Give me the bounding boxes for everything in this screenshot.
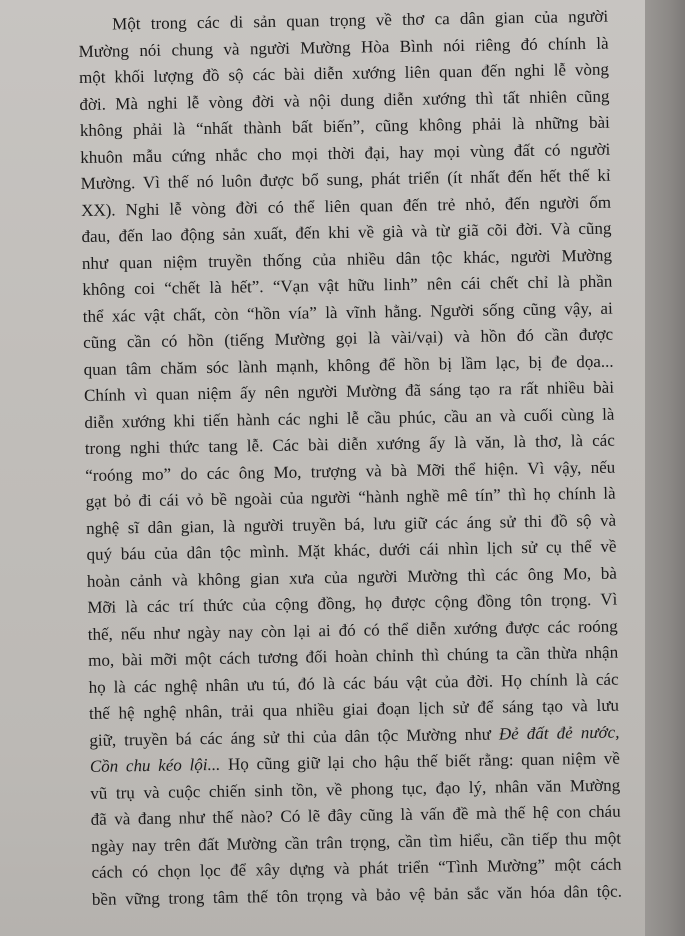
text-segment: đời. Mà nghi lễ vòng đời và nội dung diễn xướng thì tất nhiên cũng	[79, 86, 610, 114]
text-segment: họ là các nghệ nhân ưu tú, đó là các báu vật của đời. Họ chính là các	[88, 669, 619, 697]
text-segment: nghệ sĩ dân gian, là người truyền bá, lưu giữ các áng sử thi đồ sộ và	[85, 510, 617, 538]
text-segment: Họ cũng giữ lại cho hậu thế biết rằng: quan niệm về	[220, 748, 620, 774]
text-segment: không phải là “nhất thành bất biến”, cũng không phải là những bài	[79, 112, 610, 140]
text-segment: gạt bỏ đi cái vỏ bề ngoài của người “hành nghề mê tín” thì họ chính là	[85, 483, 616, 511]
text-segment: Một trong các di sản quan trọng về thơ ca dân gian của người	[112, 6, 609, 34]
text-segment: “roóng mo” do các ông Mo, trượng và bà Mỡi thể hiện. Vì vậy, nếu	[85, 457, 616, 485]
text-segment: giữ, truyền bá các áng sử thi của dân tộc Mường như	[89, 723, 500, 750]
body-paragraph	[78, 4, 622, 913]
text-segment: không coi “chết là hết”. “Vạn vật hữu linh” nên cái chết chỉ là phần	[82, 271, 613, 299]
italic-title: Cồn chu kéo lội...	[89, 754, 221, 776]
text-segment: trong nghi thức tang lễ. Các bài diễn xướng ấy là văn, là thơ, là các	[84, 430, 615, 458]
text-segment: hoàn cảnh và không gian xưa của người Mường thì các ông Mo, bà	[86, 563, 618, 591]
text-segment: diễn xướng khi tiến hành các nghi lễ cầu phúc, cầu an và cuối cùng là	[84, 404, 615, 432]
text-segment: ngày nay trên đất Mường cần trân trọng, cần tìm hiểu, cần tiếp thu một	[90, 828, 622, 856]
text-segment: khuôn mẫu cứng nhắc cho mọi thời đại, hay mọi vùng đất có người	[80, 139, 611, 167]
text-segment: cách có chọn lọc để xây dựng và phát triển “Tình Mường” một cách	[91, 854, 622, 882]
text-segment: một khối lượng đồ sộ các bài diễn xướng liên quan đến nghi lễ vòng	[78, 59, 610, 87]
text-segment: quan tâm chăm sóc lành mạnh, không để hồn bị lầm lạc, bị đe dọa...	[83, 351, 614, 379]
text-segment: như quan niệm truyền thống của nhiều dân tộc khác, người Mường	[81, 245, 613, 273]
text-segment: Mỡi là các trí thức của cộng đồng, họ được cộng đồng tôn trọng. Vì	[87, 589, 618, 617]
text-segment: mo, bài mỡi một cách tương đối hoàn chỉnh thì chúng ta cần thừa nhận	[88, 642, 619, 670]
text-segment: bền vững trong tâm thế tôn trọng và bảo vệ bản sắc văn hóa dân tộc.	[91, 881, 623, 909]
text-segment: đã và đang như thế nào? Có lẽ đây cũng là vấn đề mà thế hệ con cháu	[90, 801, 621, 829]
text-segment: XX). Nghi lễ vòng đời có thể liên quan đến trẻ nhỏ, đến người ốm	[80, 192, 612, 220]
text-segment: cũng cần có hồn (tiếng Mường gọi là vài/vại) và hồn đó cần được	[83, 324, 614, 352]
text-segment: Mường nói chung và người Mường Hòa Bình nói riêng đó chính là	[78, 33, 609, 61]
text-segment: vũ trụ và cuộc chiến sinh tồn, về phong tục, đạo lý, nhân văn Mường	[90, 775, 621, 803]
text-segment: quý báu của dân tộc mình. Mặt khác, dưới cái nhìn lịch sử cụ thể về	[86, 536, 617, 564]
page-edge-shadow	[645, 0, 685, 936]
italic-title: Đẻ đất đẻ nước,	[498, 722, 620, 743]
text-segment: thể xác vật chất, còn “hồn vía” là vĩnh hằng. Người sống cũng vậy, ai	[82, 298, 613, 326]
text-segment: đau, đến lao động sản xuất, đến khi về già và từ giã cõi đời. Và cũng	[81, 218, 612, 246]
text-segment: thế, nếu như ngày nay còn lại ai đó có thể diễn xướng được các roóng	[87, 616, 618, 644]
text-segment: thế hệ nghệ nhân, trải qua nhiều giai đoạn lịch sử để sáng tạo và lưu	[88, 695, 620, 723]
text-segment: Mường. Vì thế nó luôn được bổ sung, phát triển (ít nhất đến hết thế kỉ	[80, 165, 611, 193]
text-segment: Chính vì quan niệm ấy nên người Mường đã sáng tạo ra rất nhiều bài	[83, 377, 615, 405]
